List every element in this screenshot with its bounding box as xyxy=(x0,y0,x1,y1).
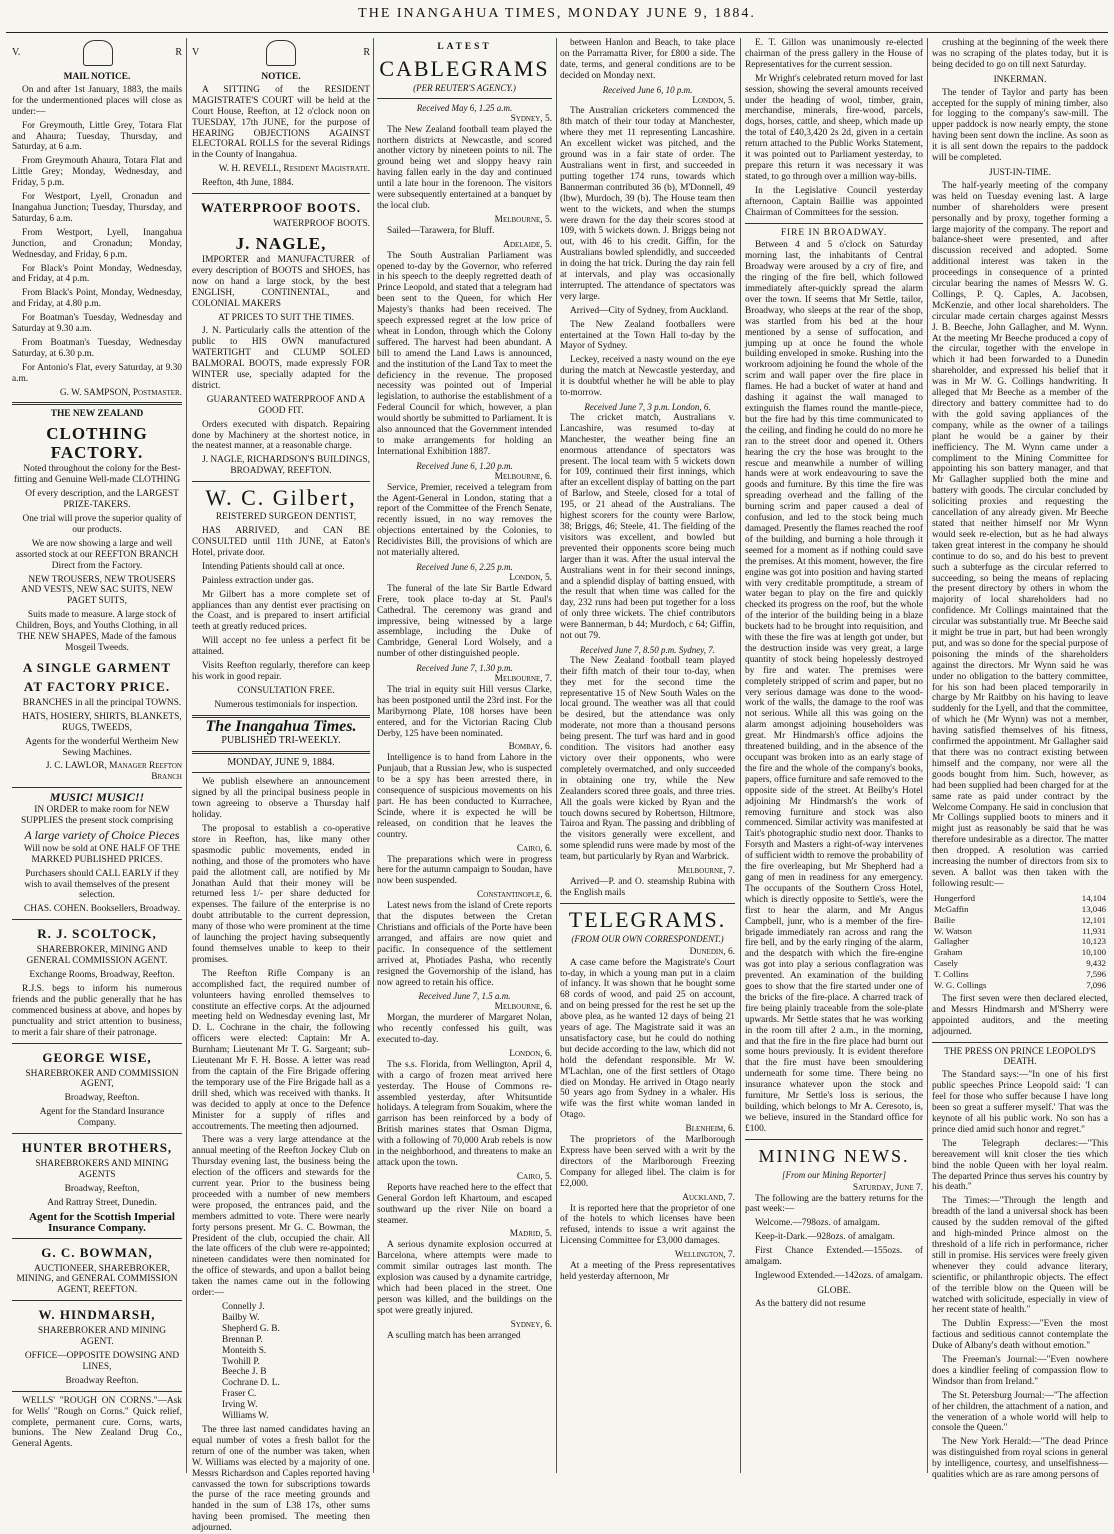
cable-text: Arrived—City of Sydney, from Auckland. xyxy=(570,305,729,316)
list-item: Brennan P. xyxy=(222,1334,263,1345)
newspaper-subtitle: PUBLISHED TRI-WEEKLY. xyxy=(221,734,341,746)
dateline: Dunedin, 6. xyxy=(689,946,735,957)
separator xyxy=(192,772,370,773)
section-heading: FIRE IN BROADWAY. xyxy=(780,227,888,238)
ballot-table xyxy=(932,893,1108,991)
separator xyxy=(560,903,735,904)
cable-text: Latest news from the island of Crete reports that the disputes between the Cretan Christians and officials of the Porte have been arranged, and affairs are now quiet and pacific. In consequence of the settlement arrived at, Photiades Pasha, who recently resigned the Governorship of the island, has now agreed to retain his office. xyxy=(377,901,552,988)
mail-text: From Westport, Lyell, Inangahua Junction, and Cronadun; Monday, Wednesday, and Friday, 6 p.m. xyxy=(12,227,182,260)
news-text: crushing at the beginning of the week there was no scraping of the plates today, but it is being decided to go on till next Saturday. xyxy=(932,38,1108,70)
column-divider xyxy=(556,38,557,1473)
separator xyxy=(932,1042,1108,1043)
table-row: McGaffin 13,046 xyxy=(934,903,1106,914)
section-heading: MINING NEWS. xyxy=(758,1145,910,1166)
column-divider xyxy=(927,38,928,1473)
ad-text: AT PRICES TO SUIT THE TIMES. xyxy=(218,312,354,323)
dateline: London, 5. xyxy=(509,572,552,583)
news-text: The Times:—"Through the length and breadth of the land a universal shock has been caused by the sudden removal of the gifted and high-minded Prince almost on the threshold of a life rich in performance, richer still in promise. His services were freely given whenever they could advance literary, scientific, or philanthropic objects. The effect of the terrible blow on the Queen will be watched with solicitude, especially in view of her recent state of health." xyxy=(932,1196,1108,1316)
ad-heading: MUSIC! MUSIC!! xyxy=(49,790,145,805)
list-item: Irving W. xyxy=(222,1400,258,1411)
dateline: Received June 6, 1.20 p.m. xyxy=(416,460,513,471)
list-item: Twohill P. xyxy=(222,1356,260,1367)
ad-text: Intending Patients should call at once. xyxy=(202,561,345,572)
ad-text: Will accept no fee unless a perfect fit be attained. xyxy=(192,636,370,658)
list-item: Cochrane D. L. xyxy=(222,1378,280,1389)
newspaper-title: The Inangahua Times. xyxy=(205,717,357,735)
ad-text: GUARANTEED WATERPROOF AND A GOOD FIT. xyxy=(206,394,366,416)
separator xyxy=(12,919,182,920)
ad-heading: GEORGE WISE, xyxy=(42,1049,152,1065)
ad-text: Purchasers should CALL EARLY if they wish to avail themselves of the present selection. xyxy=(24,868,179,901)
dateline: Melbourne, 7. xyxy=(677,866,735,877)
ad-text: WELLS' "ROUGH ON CORNS."—Ask for Wells' "Rough on Corns." Quick relief, complete, permanent cure. Corns, warts, bunions. The New Zealand Drug Co., General Agents. xyxy=(12,1395,182,1450)
section-subheading: (FROM OUR OWN CORRESPONDENT.) xyxy=(571,933,724,944)
cable-text: The trial in equity suit Hill versus Clarke, has been postponed until the 23rd inst. For the Maribyrnong Plate, 108 horses have been entered, and for the Victorian Racing Club Derby, 125 have been nominated. xyxy=(377,684,552,739)
cable-text: The New Zealand football team played their fifth match of their tour to-day, when they met for the second time the representative 15 of New South Wales on the local ground. The weather was all that could be desired, but the attendance was only moderate, not more than a thousand persons being present. The turf was hard and in good condition. The visitors had another easy victory over their opponents, who were completely overmatched, and only succeeded in obtaining one try, while the New Zealanders scored three goals, and three tries. All the goals were kicked by Ryan and the touch downs secured by Robertson, Hiltmore, Tairoa and Ryan. The passing and dribbling of the visitors generally were excellent, and some splendid runs were made by most of the team, but particularly by Ryan and Warbrick. xyxy=(560,655,735,863)
dateline: Cairo, 6. xyxy=(516,843,552,854)
dateline: Received May 6, 1.25 a.m. xyxy=(416,102,513,113)
editorial-text: We publish elsewhere an announcement signed by all the principal business people in town agreeing to observe a Thursday half holiday. xyxy=(192,777,370,821)
news-text: Mr Wright's celebrated return moved for last session, showing the several amounts received under the heading of wool, timber, grain, merchandise, minerals, fire-wood, parcels, dogs, horses, cattle, and sheep, which made up the total of £40,3,420 2s 2d, given in a certain return attached to the Public Works Statement, it was pointed out to Parliament yesterday, to prepare this return it was necessary it was stated, to go through over a million way-bills. xyxy=(745,73,923,182)
ad-text: Agent for the Standard Insurance Company. xyxy=(39,1107,165,1129)
cable-text: The New Zealand football team played the northern districts at Newcastle, and scored another victory by nineteen points to nil. The ground being wet and sloppy heavy rain having fallen early in the day and continued until a late hour in the forenoon. The visitors were subsequently entertained at a banquet by the local club. xyxy=(377,124,552,211)
column-divider xyxy=(186,38,187,1473)
list-item: Inglewood Extended.—142ozs. of amalgam. xyxy=(755,1270,923,1281)
separator xyxy=(12,402,182,405)
ad-text: Of every description, and the LARGEST PRIZE-TAKERS. xyxy=(25,489,179,511)
telegram-text: At a meeting of the Press representatives held yesterday afternoon, Mr xyxy=(560,1261,735,1282)
news-text: The following are the battery returns for the past week:— xyxy=(745,1193,923,1215)
dateline: Blenheim, 6. xyxy=(685,1124,735,1135)
table-row: W. Watson 11,931 xyxy=(934,925,1106,936)
dateline: Sydney, 5. xyxy=(510,113,552,124)
ad-text: REISTERED SURGEON DENTIST, xyxy=(215,512,357,523)
ad-heading: WATERPROOF BOOTS. xyxy=(200,200,362,216)
ad-text: HAS ARRIVED, and CAN BE CONSULTED until 11th JUNE, at Eaton's Hotel, private door. xyxy=(192,526,370,558)
section-heading: GLOBE. xyxy=(817,1285,851,1296)
ad-heading: W. HINDMARSH, xyxy=(38,1307,156,1323)
dateline: London, 6. xyxy=(509,1048,552,1059)
cable-text: The Australian cricketers commenced the 8th match of their tour today at Manchester, where they met 11 representing Lancashire. An excellent wicket was pitched, and the ground was in a fair state of order. The Australians went in first, and succeeded in putting together 174 runs, towards which Bannerman contributed 36 (b), M'Donnell, 49 (lbw), Murdoch, 39 (b). The House team then went to the wickets, and when the stumps were drawn for the day their scores stood at 109, with 5 wickets down. J. Briggs being not out, with 46 to his credit. Giffin, for the Australians bowled splendidly, and succeeded in doing the hat trick. During the day rain fell at intervals, and play was occasionally interrupted. The attendance of spectators was very large. xyxy=(560,106,735,302)
dateline: London, 5. xyxy=(692,95,735,106)
ad-heading: R. J. SCOLTOCK, xyxy=(37,926,157,942)
dateline: Melbourne, 5. xyxy=(494,214,552,225)
table-row: Hungerford 14,104 xyxy=(934,892,1106,903)
dateline: Received June 7, 1.5 a.m. xyxy=(418,991,511,1002)
ad-text: Agents for the wonderful Wertheim New Sewing Machines. xyxy=(25,736,179,758)
separator xyxy=(12,1300,182,1301)
news-text: Between 4 and 5 o'clock on Saturday morning last, the inhabitants of Central Broadway were aroused by a cry of fire, and the ringing of the fire bell, which followed immediately after-quickly spread the alarm over the town. If seems that Mr Settle, tailor, Broadway, who sleeps at the rear of the shop, was startled from his bed at the hour mentioned by a sense of suffocation, and jumping up at once he found the whole building enveloped in smoke. Rushing into the workroom adjoining he found the whole of the scrim and wall paper over the fire place in flames. He had a bucket of water at hand and dashing it against the wall managed to extinguish the flames round the mantle-piece, but the fire had by this time communicated to the ceiling, and finding he could do no more he ran to the street door and opened it. Others hearing the cry the hose was brought to the rescue and meanwhile a number of willing hands were at work endeavouring to save the goods and furniture. By this time the fire was spreading overhead and the falling of the burning scrim and paper caused a deal of confusion, and led to the stock being much damaged. Presently the flames reached the roof of the building, and burning a hole through it seemed for a moment as if nothing could save the premises. At this moment, however, the fire engine was got into position and having started with very creditable promptitude, a stream of water began to play on the fire and quickly checked its progress on the roof, but the whole of the interior of the building being in a blaze buckets had to be brought into requisition, and with these the fire was at length got under, but the destruction inside was very great, a large quantity of stock being hopelessly destroyed by fire and water. The premises were completely stripped of scrim and paper, but no very serious damage was done to the wood-work of the walls, the damage to the roof was not serious. While all this was going on the alarm amongst adjoining householders was great. Mr Hindmarsh's office adjoins the threatened building, and in the absence of the occupant was broken into as an early stage of the fire and the whole of the company's books, papers, office furniture and safe removed to the opposite side of the street. At Beilby's Hotel adjoining Mr Hindmarsh's the work of removing furniture and stock was also commenced. Similar activity was manifested at Tait's photographic studio next door. Thanks to Forsyth and Masters a right-of-way intervenes of sufficient width to remove the probability of the fire overleaping, but Mr Shepherd had a gang of men in readiness for any emergency. The occupants of the Southern Cross Hotel, which is directly opposite to Settle's, were the first to hear the alarm, and Mr Angus Campbell, junr, who is a member of the fire-brigade immediately ran across and rang the fire bell, and by the early ringing of the alarm, and the despatch with which the fire-engine was got into play a serious conflagration was prevented. An examination of the building goes to show that the fire started under one of the bricks of the fire-place. A charred track of fire being plainly traceable from the sole-plate upwards. Mr Settle states that he was working in the room till after 2 a.m., in the morning, and that the fire in the fire place had burnt out some hours previously. It is evident therefore that the fire must have been smouldering underneath for some time. There being no insurance whatever upon the stock and furniture, Mr Settle's loss is serious, the building, which belongs to Mr A. Ceresoto, is, we believe, insured in the Standard office for £100. xyxy=(745,240,923,1134)
royal-arms: V R xyxy=(192,38,370,68)
cable-text: Arrived—P. and O. steamship Rubina with the English mails xyxy=(560,876,735,898)
cable-text: Service, Premier, received a telegram from the Agent-General in London, stating that a report of the Committee of the French Senate, recently issued, in no way removes the objections entertained by the Colonies, to Recidivistes Bill, the provisions of which are not materially altered. xyxy=(377,482,552,559)
section-heading: TELEGRAMS. xyxy=(568,906,727,932)
ad-text: OFFICE—OPPOSITE DOWSING AND LINES, xyxy=(24,1351,180,1372)
ad-text: Noted throughout the colony for the Best-fitting and Genuine Well-made CLOTHING xyxy=(13,464,181,486)
mail-text: From Greymouth Ahaura, Totara Flat and Little Grey; Monday, Wednesday, and Friday, 5 p.m. xyxy=(12,156,182,189)
crest-icon xyxy=(83,40,113,66)
dateline: Wellington, 7. xyxy=(674,1250,735,1261)
ad-text: CHAS. COHEN. Booksellers, Broadway. xyxy=(24,904,180,915)
ad-heading: G. C. BOWMAN, xyxy=(41,1244,153,1260)
news-text: The Freeman's Journal:—"Even nowhere does a kindlier feeling of compassion flow to Windsor than from Ireland." xyxy=(932,1355,1108,1387)
ad-text: R.J.S. begs to inform his numerous friends and the public generally that he has commenced business at above, and hopes by punctuality and strict attention to business, to merit a fair share of their patronage. xyxy=(12,984,182,1038)
editorial-text: The three last named candidates having an equal number of votes a fresh ballot for the return of one of the number was taken, when W. Williams was elected by a majority of one. Messrs Richardson and Caples reported having canvassed the town for subscriptions towards the purse of the race meeting grounds and handed in the sum of L38 17s, other sums having been promised. The meeting then adjourned. xyxy=(192,1424,370,1534)
notice-text: A SITTING of the RESIDENT MAGISTRATE'S COURT will be held at the Court House, Reefton, at 12 o'clock noon on TUESDAY, 17th JUNE, for the purpose of HEARING OBJECTIONS AGAINST ELECTORAL ROLLS for the several Ridings in the County of Inangahua. xyxy=(192,84,370,161)
dateline: Bombay, 6. xyxy=(508,742,552,753)
list-item: Fraser C. xyxy=(222,1389,257,1400)
ad-text: Mr Gilbert has a more complete set of appliances than any dentist ever practising on the Coast, and is prepared to insert artificial teeth at greatly reduced prices. xyxy=(192,589,370,633)
royal-arms: V. R xyxy=(12,38,182,68)
news-text: The tender of Taylor and party has been accepted for the supply of mining timber, also for logging to the company's saw-mill. The upper paddock is now nearly empty, the stone having been sent down the incline. As soon as it is all sent down the repairs to the paddock will be completed. xyxy=(932,87,1108,164)
news-text: The New York Herald:—"The dead Prince was distinguished from royal scions in general by intelligence, courtesy, and unselfishness—qualities which are as rare among persons of xyxy=(932,1437,1108,1481)
separator xyxy=(192,481,370,482)
list-item: Shepherd G. B. xyxy=(222,1323,280,1334)
ad-text: A large variety of Choice Pieces xyxy=(24,827,180,842)
section-subheading: (PER REUTER'S AGENCY.) xyxy=(413,82,516,93)
ad-heading: HUNTER BROTHERS, xyxy=(21,1140,173,1156)
cable-text: A serious dynamite explosion occurred at Barcelona, where attempts were made to commit similar outrages last month. The explosion was caused by a dynamite cartridge, which had been placed in the street. One person was killed, and the buildings on the spot were greatly injured. xyxy=(377,1240,552,1316)
ad-heading: W. C. Gilbert, xyxy=(205,485,357,511)
mail-signature: G. W. SAMPSON, Postmaster. xyxy=(59,387,182,398)
mail-text: From Black's Point, Monday, Wednesday, and Friday, at 4.80 p.m. xyxy=(12,288,182,310)
dateline: Received June 6, 10 p.m. xyxy=(602,84,693,95)
section-subheading: [From our Mining Reporter] xyxy=(782,1169,886,1180)
list-item: Connelly J. xyxy=(222,1302,265,1312)
table-row: W. G. Collings 7,096 xyxy=(934,980,1106,991)
ad-text: WATERPROOF BOOTS. xyxy=(273,219,370,230)
table-row: Graham 10,100 xyxy=(934,947,1106,958)
section-heading: INKERMAN. xyxy=(993,74,1047,85)
cable-text: between Hanlon and Beach, to take place on the Parramatta River, for £800 a side. The date, terms, and general conditions are to be decided on Monday next. xyxy=(560,38,735,81)
column-2 xyxy=(192,38,370,1534)
cable-text: Intelligence is to hand from Lahore in the Punjaub, that a Russian Jew, who is suspected to be a spy has been arrested there, in consequence of suspicious movements on his part. He has been conducted to Kurrachee, Scinde, where it is expected he will be released, on condition that he leaves the country. xyxy=(377,753,552,840)
cable-text: Sailed—Tarawera, for Bluff. xyxy=(387,225,495,236)
notice-heading: NOTICE. xyxy=(261,72,301,82)
ad-text: AUCTIONEER, SHAREBROKER, MINING, and GENERAL COMMISSION AGENT, REEFTON. xyxy=(16,1263,178,1296)
separator xyxy=(745,1139,923,1140)
separator xyxy=(12,787,182,788)
ad-text: SHAREBROKERS AND MINING AGENTS xyxy=(35,1159,169,1180)
ad-text: One trial will prove the superior quality of our products. xyxy=(22,514,182,535)
ad-heading: J. NAGLE, xyxy=(235,233,327,253)
cable-text: The funeral of the late Sir Bartle Edward Frere, took place to-day at St. Paul's Cathedral. The ceremony was grand and impressive, being witnessed by a large assemblage, including the Duke of Cambridge, General Lord Wolsely, and a number of other distinguished people. xyxy=(377,583,552,660)
news-text: The Telegraph declares:—"This bereavement will knit closer the ties which bind the noble Queen with her loyal realm. The departed Prince thus serves his country by his death." xyxy=(932,1138,1108,1193)
ad-text: Will now be sold at ONE HALF OF THE MARKED PUBLISHED PRICES. xyxy=(23,843,181,865)
ad-text: And Rattray Street, Dunedin. xyxy=(47,1197,157,1208)
ad-text: Broadway Reefton. xyxy=(65,1375,139,1386)
ad-text: Visits Reefton regularly, therefore can keep his work in good repair. xyxy=(192,661,370,682)
table-row: Casely 9,432 xyxy=(934,958,1106,969)
cable-text: Reports have reached here to the effect that General Gordon left Khartoum, and escaped southward up the river Nile on board a steamer. xyxy=(377,1182,552,1226)
notice-text: W. H. REVELL, Resident Magistrate. xyxy=(218,164,370,175)
ad-text: J. C. LAWLOR, Manager Reefton Branch xyxy=(45,761,182,783)
dateline: Received June 6, 2.25 p.m. xyxy=(416,561,513,572)
cable-text: The South Australian Parliament was opened to-day by the Governor, who referred in his speech to the deeply regretted death of Prince Leopold, and stated that a telegram had been sent to the Queen, for which Her Majesty's thanks had been received. The speech expressed regret at the low price of wheat in London, through which the Colony suffered. The harvest had been abundant. A bill to amend the Land Laws is announced, and the institution of the Land Tax to meet the deficiency in the revenue. The proposed necessity was pointed out of Imperial legislation, to authorise the establishment of a Federal Council for which, however, a plan would shortly be submitted to Parliament. It is also announced that the Government intended to make arrangements for holding an International Exhibition 1887. xyxy=(377,250,552,457)
dateline: Melbourne, 6. xyxy=(494,471,552,482)
issue-date: MONDAY, JUNE 9, 1884. xyxy=(227,756,335,768)
editorial-text: The proposal to establish a co-operative store in Reefton, has, like many other spasmodic public movements, ended in nothing, and those of the promoters who have paid the allotment call, are notified by Mr Jonathan Auld that their money will be returned less 1/- per share deducted for expenses. The failure of the enterprise is no doubt attributable to the current depression, many of those who were prominent at the time of launching the project having subsequently found themselves unable to keep to their promises. xyxy=(192,824,370,965)
separator xyxy=(12,1133,182,1134)
section-heading: LATEST xyxy=(437,42,492,52)
column-3 xyxy=(377,38,552,1473)
ad-text: Agent for the Scottish Imperial Insurance Company. xyxy=(29,1210,175,1234)
ad-text: Exchange Rooms, Broadway, Reefton. xyxy=(29,970,175,981)
dateline: Melbourne, 6. xyxy=(494,1002,552,1013)
section-heading: THE PRESS ON PRINCE LEOPOLD'S DEATH. xyxy=(944,1046,1096,1068)
telegram-text: A case came before the Magistrate's Court to-day, in which a young man put in a claim of infancy. It was shown that he bought some 68 cords of wood, and paid 25 on account, and on being pressed for the rest he set up the above plea, as he wanted 12 days of being 21 years of age. The Magistrate said it was an unsatisfactory case, but he could do nothing but decide according to the law, which did not hold the defendant responsible. Mr W. M'Lachlan, one of the first settlers of Otago died on Monday. He arrived in Otago nearly 50 years ago from Sydney in a whaler. His wife was the first white woman landed in Otago. xyxy=(560,957,735,1121)
dateline: Cairo, 5. xyxy=(516,1171,552,1182)
ad-text: SHAREBROKER, MINING AND GENERAL COMMISSION AGENT. xyxy=(26,945,168,967)
stewards-list xyxy=(222,1302,370,1422)
notice-text: Reefton, 4th June, 1884. xyxy=(202,178,294,189)
separator xyxy=(12,1238,182,1239)
ad-text: NEW TROUSERS, NEW TROUSERS AND VESTS, NEW SAC SUITS, NEW PAGET SUITS, xyxy=(20,574,176,607)
ad-heading: A SINGLE GARMENT AT FACTORY PRICE. xyxy=(22,659,172,694)
column-5 xyxy=(745,38,923,1473)
telegram-text: It is reported here that the proprietor of one of the hotels to which licenses have been refused, intends to issue a writ against the Licensing Committee for £3,000 damages. xyxy=(560,1203,735,1247)
ad-text: SHAREBROKER AND MINING AGENT. xyxy=(37,1326,167,1348)
ad-text: Painless extraction under gas. xyxy=(202,575,314,586)
ad-text: Broadway, Reefton, xyxy=(64,1183,140,1194)
news-text: The Standard says:—"In one of his first public speeches Prince Leopold said: 'I can feel for those who suffer because I have long been so great a sufferer myself.' That was the keynote of all his public work. No son has a prince died amid such honor and regret." xyxy=(932,1070,1108,1135)
page-header: THE INANGAHUA TIMES, MONDAY JUNE 9, 1884. xyxy=(358,6,756,21)
mail-text: For Greymouth, Little Grey, Totara Flat and Ahaura; Tuesday, Thursday, and Saturday, at 6 a.m. xyxy=(12,120,182,153)
telegram-text: The proprietors of the Marlborough Express have been served with a writ by the directors of the Marlborough Freezing Company for alleged libel. The claim is for £2,000. xyxy=(560,1135,735,1189)
news-text: The half-yearly meeting of the company was held on Tuesday evening last. A large number of shareholders were present personally and by proxy, together forming a large majority of the company. The report and balance-sheet were presented, and after discussion received and adopted. Some additional interest was taken in the proceedings in consequence of a printed circular bearing the names of Messrs W. G. Collings, P. Q. Caples, A. Jacobsen, McKenzie, and other local shareholders. The circular made certain charges against Messrs J. B. Beeche, John Gallagher, and M. Wynn. At the meeting Mr Beeche produced a copy of the circular, together with the envelope in which it had been forwarded to a Dunedin shareholder, and expressed his belief that it was in Mr W. G. Collings handwriting. It alleged that Mr Beeche as a member of the directory and battery committee had to do with the gold saving appliances of the company, while as the owner of a tailings plant he would be a gainer by their inefficiency. The M. Wynn came under a compliment to the Mining Committee for appointing his son battery manager, and that Mr Gallagher supplied both the mine and battery with goods. The circular concluded by soliciting proxies and requesting the cancellation of any already given. Mr Beeche stated that neither himself nor Mr Wynn would seek re-election, but as he had always taken great interest in the company he should continue to do so, and do his best to prevent such a subterfuge as the circular referred to succeeding, so being the means of replacing the present directory by others in whom the majority of local shareholders had no confidence. Mr Collings maintained that the circular was substantially true. Mr Beeche said it might be true in part, but had been wrongly put, and was so done for the special purpose of poisoning the minds of the shareholders against the directors. Mr Wynn said he was under no obligation to the battery committee, for his son had been placed temporarily in charge by Mr Raitbby on his having to leave suddenly for the Lyell, and that the committee, of which he (Mr Wynn) was not a member, having satisfied themselves of his fitness, confirmed the appointment. Mr Gallagher said that there was no contract existing between himself and the company, nor were all the goods bought from him. Such, however, as had been supplied had been charged for at the same rate as paid under contract by the Welcome Company. He said in conclusion that Mr Collings supplied boots to miners and it might just as reasonably be said that he was therefore undesirable as a director. The matter then dropped. A resolution was carried increasing the number of directors from six to seven. A ballot was then taken with the following result:— xyxy=(932,180,1108,889)
list-item: Bailby W. xyxy=(222,1312,260,1323)
mail-text: On and after 1st January, 1883, the mails for the undermentioned places will close as under:— xyxy=(12,84,182,117)
ad-text: IMPORTER and MANUFACTURER of every description of BOOTS and SHOES, has now on hand a large stock, by the best ENGLISH, CONTINENTAL, and COLONIAL MAKERS xyxy=(192,254,370,309)
news-text: In the Legislative Council yesterday afternoon, Captain Baillie was appointed Chairman of Committees for the session. xyxy=(745,185,923,218)
news-text: As the battery did not resume xyxy=(755,1298,866,1309)
list-item: Williams W. xyxy=(222,1411,269,1422)
dateline: Auckland, 7. xyxy=(682,1192,735,1203)
ad-text: J. N. Particularly calls the attention of the public to HIS OWN manufactured WATERTIGHT and CLUMP SOLED BALMORAL BOOTS, made expressly FOR WINTER use, specially adapted for the district. xyxy=(192,326,370,391)
column-divider xyxy=(373,38,374,1473)
ad-text: CONSULTATION FREE. xyxy=(237,685,335,696)
mail-text: For Boatman's Tuesday, Wednesday and Saturday at 9.30 a.m. xyxy=(12,313,182,335)
ad-heading: THE NEW ZEALAND xyxy=(50,409,144,420)
mail-notice-heading: MAIL NOTICE. xyxy=(63,72,131,82)
mail-text: For Black's Point Monday, Wednesday, and Friday, at 4 p.m. xyxy=(12,263,182,285)
ad-text: J. NAGLE, RICHARDSON'S BUILDINGS, BROADWAY, REEFTON. xyxy=(202,455,370,477)
cable-text: A sculling match has been arranged xyxy=(387,1330,521,1341)
ad-text: BRANCHES in all the principal TOWNS. xyxy=(22,697,182,708)
cable-text: Morgan, the murderer of Margaret Nolan, who recently confessed his guilt, was executed to-day. xyxy=(377,1013,552,1046)
table-row: Bailie 12,101 xyxy=(934,914,1106,925)
dateline: Adelaide, 5. xyxy=(503,239,552,250)
editorial-text: The Reefton Rifle Company is an accomplished fact, the required number of volunteers having enrolled themselves to constitute an effective corps. At the adjourned meeting held on Wednesday evening last, Mr D. L. Cochrane in the chair, the following officers were elected: Captain: Mr A. Burnham; Lieutenant Mr T. G. Sargeant; sub-Lieutenant Mr F. H. Bosse. A letter was read from the captain of the Fire Brigade offering the temporary use of the Fire Brigade hall as a drill shed, which was received with thanks. It was decided to apply at once to the Defence Minister for a supply of rifles and accoutrements. The meeting then adjourned. xyxy=(192,968,370,1132)
separator xyxy=(192,193,370,194)
cable-text: Leckey, received a nasty wound on the eye during the match at Newcastle yesterday, and it is doubtful whether he will be able to play to-morrow. xyxy=(560,355,735,399)
cable-text: The cricket match, Australians v. Lancashire, was resumed to-day at Manchester, the weather being fine an enormous attendance of spectators was present. The local team with 5 wickets down for 109, continued their first innings, which after an excellent display of batting on the part of Barlow, and Steele, closed for a total of 195, or 21 ahead of the Australians. The highest scorers for the county were Barlow, 38; Briggs, 46; Steele, 41. The fielding of the visitors was excellent, and bowled but prevented their opponents score being much larger than it was. After the usual interval the Australians went in for their second innings, and a splendid display of batting ensued, with the result that when time was called for the day, 232 runs had been put together for a loss of only three wickets. The chief contributors were Bannerman, b 44; Murdoch, c 64; Giffin, not out 79. xyxy=(560,412,735,642)
mail-text: For Westport, Lyell, Cronadun and Inangahua Junction; Tuesday, Thursday, and Saturday, 6 a.m. xyxy=(12,192,182,224)
cable-text: The preparations which were in progress here for the autumn campaign to Soudan, have now been suspended. xyxy=(377,854,552,887)
column-divider xyxy=(740,38,741,1473)
separator xyxy=(192,751,370,754)
list-item: Monteith S. xyxy=(222,1345,267,1356)
separator xyxy=(12,1043,182,1044)
separator xyxy=(12,1391,182,1392)
list-item: Beeche J. B xyxy=(222,1367,267,1378)
list-item: Keep-it-Dark.—928ozs. of amalgam. xyxy=(755,1232,895,1243)
crest-icon xyxy=(266,40,296,66)
dateline: Received June 7, 3 p.m. London, 6. xyxy=(584,402,711,412)
mail-text: For Antonio's Flat, every Saturday, at 9.30 a.m. xyxy=(12,362,182,384)
news-text: The first seven were then declared elected, and Messrs Hindmarsh and M'Sherry were appointed auditors, and the meeting adjourned. xyxy=(932,993,1108,1037)
ad-text: Suits made to measure. A large stock of Children, Boys, and Youths Clothing, in all THE NEW SHAPES, Made of the famous Mosgeil Tweeds. xyxy=(16,610,178,653)
ad-heading: CLOTHING FACTORY. xyxy=(46,424,148,463)
ad-text: Broadway, Reefton. xyxy=(64,1093,140,1104)
ad-text: IN ORDER to make room for NEW SUPPLIES the present stock comprising xyxy=(20,805,174,827)
ad-text: Numerous testimonials for inspection. xyxy=(214,699,358,710)
mail-text: From Boatman's Tuesday, Wednesday Saturday, at 6.30 p.m. xyxy=(12,337,182,359)
list-item: Welcome.—798ozs. of amalgam. xyxy=(755,1218,880,1229)
section-heading: CABLEGRAMS xyxy=(379,55,550,81)
column-4 xyxy=(560,38,735,1473)
column-1 xyxy=(12,38,182,1473)
table-row: T. Collins 7,596 xyxy=(934,969,1106,980)
section-heading: JUST-IN-TIME. xyxy=(989,167,1051,178)
ad-text: Orders executed with dispatch. Repairing done by Machinery at the shortest notice, in the neatest manner, at a reasonable charge. xyxy=(192,419,370,452)
header-rule xyxy=(6,32,1108,33)
dateline: Constantinople, 6. xyxy=(477,890,552,901)
dateline: Sydney, 6. xyxy=(510,1319,552,1330)
column-6 xyxy=(932,38,1108,1481)
news-text: The Dublin Express:—"Even the most factious and seditious cannot contemplate the Duke of Albany's death without emotion." xyxy=(932,1319,1108,1352)
news-text: The St. Petersburg Journal:—"The affection of her children, the attachment of a nation, and the veneration of a whole world will help to console the Queen." xyxy=(932,1390,1108,1434)
dateline: Received June 7, 8.50 p.m. Sydney, 7. xyxy=(580,644,715,655)
news-text: E. T. Gillon was unanimously re-elected chairman of the press gallery in the House of Representatives for the current session. xyxy=(745,38,923,70)
separator xyxy=(377,98,552,99)
dateline: Received June 7, 1.30 p.m. xyxy=(416,663,513,674)
table-row: Gallagher 10,123 xyxy=(934,936,1106,947)
dateline: Melbourne, 7. xyxy=(494,674,552,685)
separator xyxy=(745,223,923,224)
list-item: First Chance Extended.—155ozs. of amalgam. xyxy=(745,1246,923,1268)
cable-text: The New Zealand footballers were entertained at the Town Hall to-day by the Mayor of Sydney. xyxy=(560,319,735,352)
ad-text: We are now showing a large and well assorted stock at our REEFTON BRANCH Direct from the Factory. xyxy=(15,538,179,571)
ad-text: SHAREBROKER AND COMMISSION AGENT, xyxy=(25,1068,179,1090)
ad-text: HATS, HOSIERY, SHIRTS, BLANKETS, RUGS, TWEEDS, xyxy=(22,711,182,733)
cable-text: The s.s. Florida, from Wellington, April 4, with a cargo of frozen meat arrived here yesterday. The House of Commons re-assembled yesterday, after Whitsuntide holidays. A telegram from Souakim, where the garrison has been reinforced by a body of British marines states that Osman Digma, with a following of 70,000 Arab rebels is now in the neighborhood, and threatens to make an attack upon the town. xyxy=(377,1059,552,1168)
dateline: Madrid, 5. xyxy=(509,1229,552,1240)
dateline: Saturday, June 7. xyxy=(852,1182,923,1193)
editorial-text: There was a very large attendance at the annual meeting of the Reefton Jockey Club on Thursday evening last, the business being the election of the officers and stewards for the current year. Prior to the business being proceeded with a number of new members were proposed, the entrances paid, and the members admitted to vote. There were nearly forty persons present. Mr G. C. Bowman, the President of the club, occupied the chair. All the late officers of the club were re-appointed; nineteen candidates were then nominated for the office of stewards, and upon a ballot being taken the names came out in the following order:— xyxy=(192,1135,370,1299)
